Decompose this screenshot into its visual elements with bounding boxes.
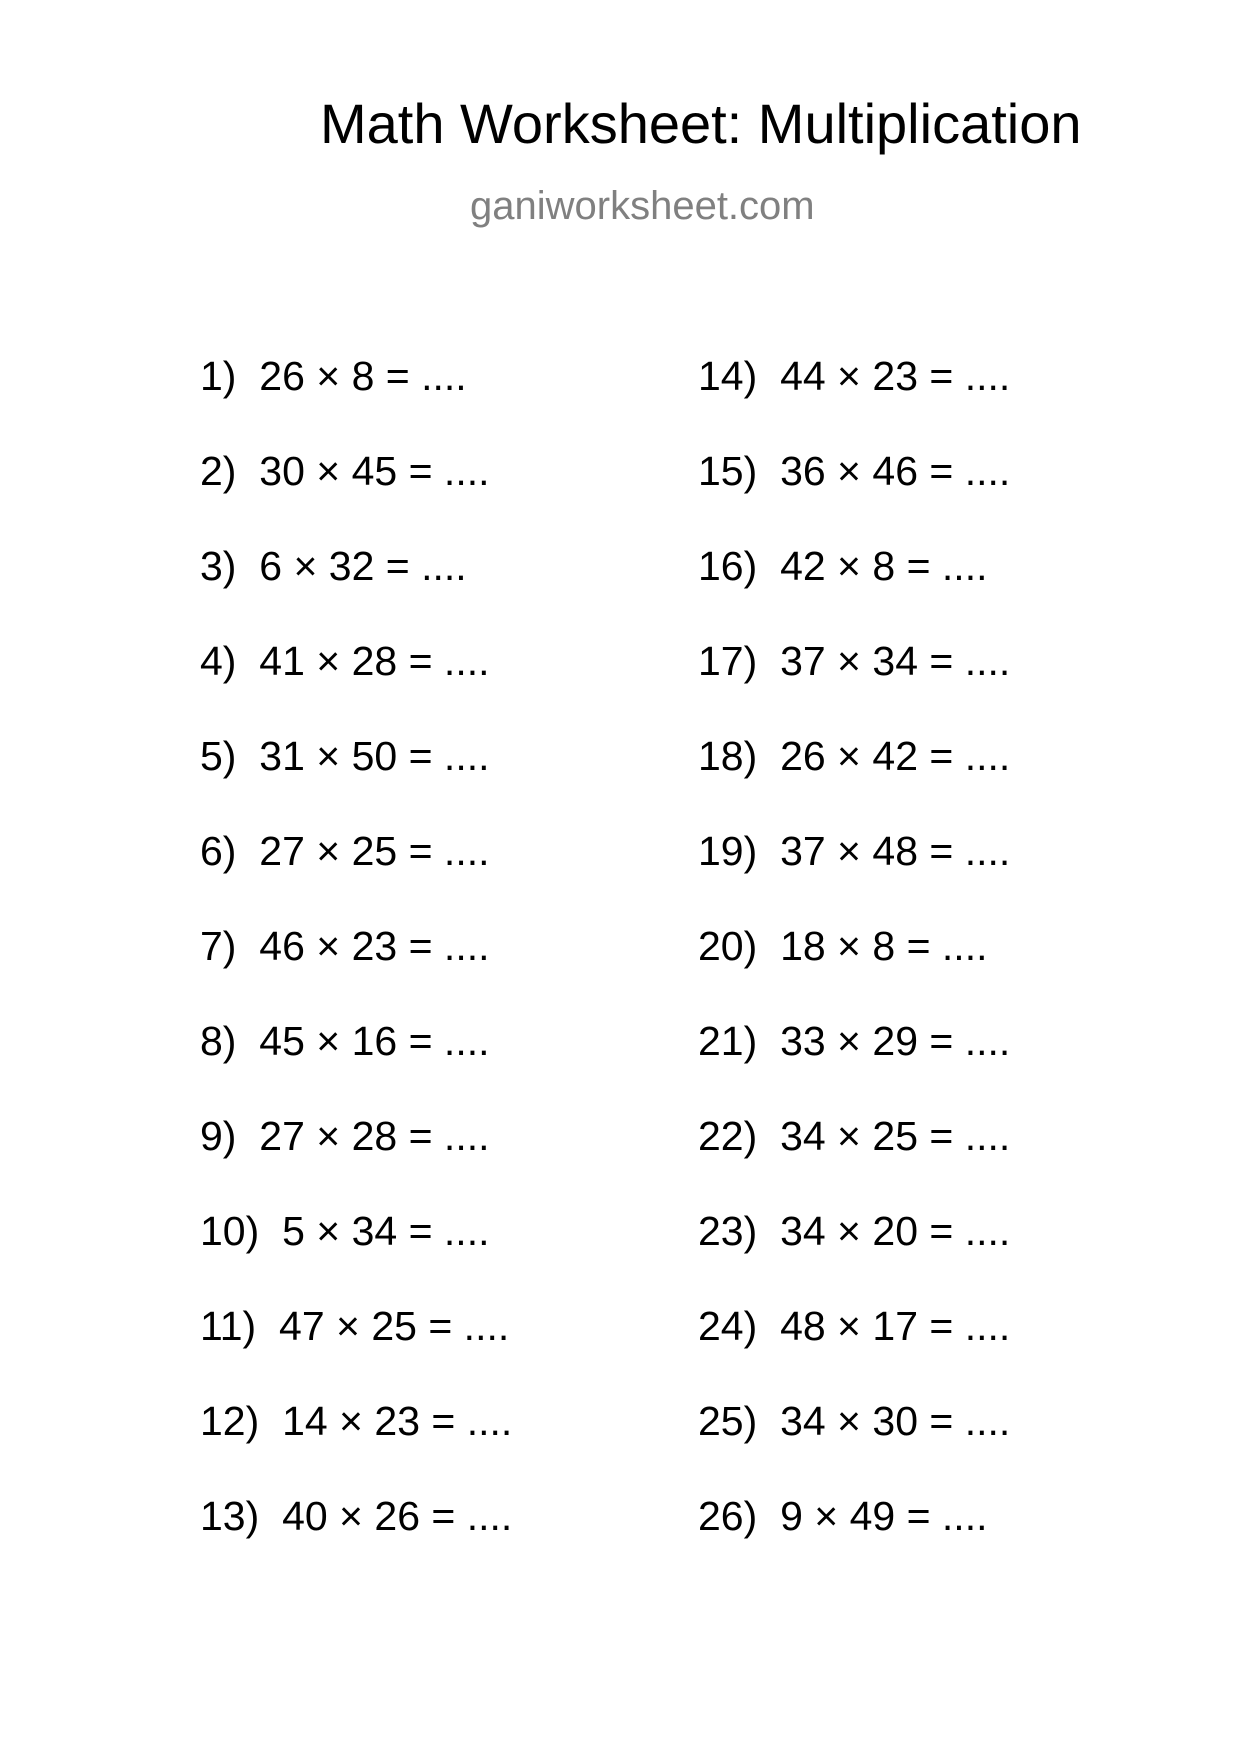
problem-expression: 26 × 42 = .... xyxy=(780,733,1011,779)
problem-number: 21) xyxy=(698,1018,758,1064)
problem-item xyxy=(698,447,1010,542)
problem-expression: 27 × 25 = .... xyxy=(259,828,490,874)
problem-item xyxy=(698,1492,1010,1587)
problem-expression: 44 × 23 = .... xyxy=(780,353,1011,399)
problem-expression: 34 × 20 = .... xyxy=(780,1208,1011,1254)
problem-expression: 36 × 46 = .... xyxy=(780,448,1011,494)
problem-item xyxy=(200,1492,512,1587)
problem-item xyxy=(200,1017,512,1112)
problem-item xyxy=(698,637,1010,732)
problem-item xyxy=(698,1302,1010,1397)
problem-expression: 27 × 28 = .... xyxy=(259,1113,490,1159)
problem-number: 24) xyxy=(698,1303,758,1349)
problem-number: 11) xyxy=(200,1303,257,1349)
problem-expression: 40 × 26 = .... xyxy=(282,1493,513,1539)
page-title: Math Worksheet: Multiplication xyxy=(320,92,1082,155)
problem-number: 17) xyxy=(698,638,758,684)
problem-number: 4) xyxy=(200,638,237,684)
problem-item xyxy=(698,542,1010,637)
problem-item xyxy=(200,542,512,637)
problem-expression: 26 × 8 = .... xyxy=(259,353,467,399)
problem-expression: 14 × 23 = .... xyxy=(282,1398,513,1444)
problem-item xyxy=(698,922,1010,1017)
problem-expression: 37 × 34 = .... xyxy=(780,638,1011,684)
problem-expression: 48 × 17 = .... xyxy=(780,1303,1011,1349)
problem-item xyxy=(200,922,512,1017)
problem-item xyxy=(698,827,1010,922)
problems-column-left xyxy=(200,352,512,1587)
problem-item xyxy=(200,732,512,827)
problem-expression: 47 × 25 = .... xyxy=(279,1303,510,1349)
problem-expression: 33 × 29 = .... xyxy=(780,1018,1011,1064)
problem-expression: 34 × 30 = .... xyxy=(780,1398,1011,1444)
problem-number: 6) xyxy=(200,828,237,874)
problem-expression: 37 × 48 = .... xyxy=(780,828,1011,874)
problem-number: 18) xyxy=(698,733,758,779)
problem-number: 2) xyxy=(200,448,237,494)
problem-item xyxy=(698,1397,1010,1492)
problem-item xyxy=(698,1017,1010,1112)
problem-expression: 45 × 16 = .... xyxy=(259,1018,490,1064)
problem-expression: 31 × 50 = .... xyxy=(259,733,490,779)
problem-number: 23) xyxy=(698,1208,758,1254)
problem-number: 16) xyxy=(698,543,758,589)
problem-number: 8) xyxy=(200,1018,237,1064)
problem-item xyxy=(200,1112,512,1207)
problem-number: 26) xyxy=(698,1493,758,1539)
problem-number: 22) xyxy=(698,1113,758,1159)
problems-column-right xyxy=(698,352,1010,1587)
problem-number: 9) xyxy=(200,1113,237,1159)
problem-number: 5) xyxy=(200,733,237,779)
problem-item xyxy=(200,1207,512,1302)
problem-number: 7) xyxy=(200,923,237,969)
problem-expression: 46 × 23 = .... xyxy=(259,923,490,969)
problem-item xyxy=(698,732,1010,827)
problem-number: 15) xyxy=(698,448,758,494)
problem-expression: 18 × 8 = .... xyxy=(780,923,988,969)
problem-expression: 34 × 25 = .... xyxy=(780,1113,1011,1159)
problem-item xyxy=(200,827,512,922)
problem-item xyxy=(698,1207,1010,1302)
problem-item xyxy=(698,352,1010,447)
problem-number: 20) xyxy=(698,923,758,969)
problem-number: 25) xyxy=(698,1398,758,1444)
problem-item xyxy=(200,1302,512,1397)
problem-number: 3) xyxy=(200,543,237,589)
problem-item xyxy=(200,352,512,447)
problem-expression: 41 × 28 = .... xyxy=(259,638,490,684)
problem-expression: 5 × 34 = .... xyxy=(282,1208,490,1254)
problem-number: 1) xyxy=(200,353,237,399)
problem-number: 14) xyxy=(698,353,758,399)
problem-expression: 30 × 45 = .... xyxy=(259,448,490,494)
problem-number: 19) xyxy=(698,828,758,874)
problem-expression: 42 × 8 = .... xyxy=(780,543,988,589)
problem-number: 12) xyxy=(200,1398,260,1444)
problem-item xyxy=(200,1397,512,1492)
site-url: ganiworksheet.com xyxy=(470,184,815,228)
problem-item xyxy=(698,1112,1010,1207)
problem-item xyxy=(200,447,512,542)
problem-expression: 9 × 49 = .... xyxy=(780,1493,988,1539)
problem-expression: 6 × 32 = .... xyxy=(259,543,467,589)
problem-number: 13) xyxy=(200,1493,260,1539)
problem-item xyxy=(200,637,512,732)
problem-number: 10) xyxy=(200,1208,260,1254)
